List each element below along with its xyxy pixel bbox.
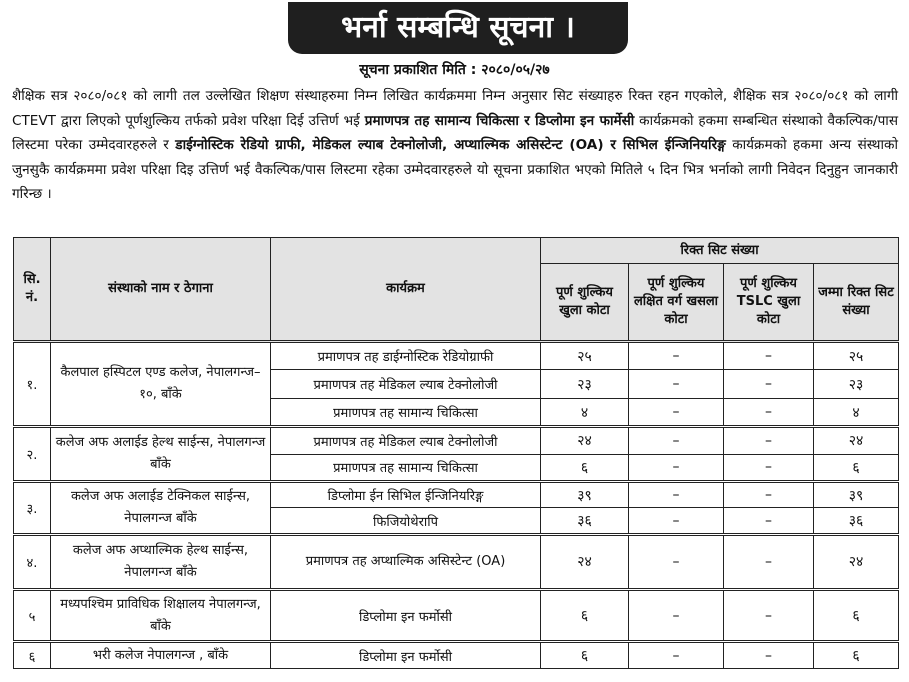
reserved-quota-cell: – <box>629 508 724 534</box>
program-cell: प्रमाणपत्र तह सामान्य चिकित्सा <box>271 454 541 481</box>
tslc-quota-cell: – <box>724 454 814 481</box>
sn-cell: १. <box>14 342 51 427</box>
institution-cell: कैलपाल हस्पिटल एण्ड कलेज, नेपालगन्ज–१०, बाँके <box>51 342 271 427</box>
reserved-quota-cell: – <box>629 589 724 642</box>
notice-title-banner <box>288 2 628 54</box>
table-row <box>14 427 899 454</box>
tslc-quota-cell: – <box>724 508 814 534</box>
sn-cell: ५ <box>14 589 51 642</box>
intro-text-3: कार्यक्रमको हकमा अन्य संस्थाको जुनसुकै कार्यक्रममा प्रवेश परिक्षा दिइ उत्तिर्ण भई वैकल्पिक/पास लिस्टमा रहेका उम्मेदवारहरुले यो सूचना प्रकाशित भएको मितिले ५ दिन भित्र भर्नाको लागी निवेदन दिनुहुन जानकारी गरिन्छ । <box>12 137 898 202</box>
open-quota-cell: ३९ <box>541 482 629 508</box>
program-cell: प्रमाणपत्र तह मेडिकल ल्याब टेक्नोलोजी <box>271 427 541 454</box>
tslc-quota-cell: – <box>724 534 814 589</box>
program-cell: प्रमाणपत्र तह डाईग्नोस्टिक रेडियोग्राफी <box>271 342 541 370</box>
reserved-quota-cell: – <box>629 370 724 398</box>
table-row <box>14 342 899 370</box>
reserved-quota-cell: – <box>629 534 724 589</box>
program-cell: प्रमाणपत्र तह सामान्य चिकित्सा <box>271 398 541 426</box>
table-row <box>14 482 899 508</box>
open-quota-cell: ६ <box>541 589 629 642</box>
sn-cell: ६ <box>14 642 51 669</box>
total-cell: ६ <box>814 454 899 481</box>
tslc-quota-cell: – <box>724 589 814 642</box>
open-quota-cell: २३ <box>541 370 629 398</box>
total-cell: ६ <box>814 589 899 642</box>
reserved-quota-cell: – <box>629 642 724 669</box>
sn-cell: २. <box>14 427 51 482</box>
open-quota-cell: ४ <box>541 398 629 426</box>
program-cell: फिजियोथेरापि <box>271 508 541 534</box>
program-cell: डिप्लोमा इन फर्मोसी <box>271 589 541 642</box>
open-quota-cell: ६ <box>541 454 629 481</box>
table-row <box>14 589 899 642</box>
institution-cell: कलेज अफ अप्थाल्मिक हेल्थ साईन्स, नेपालगन्ज बाँके <box>51 534 271 589</box>
intro-paragraph <box>12 84 898 207</box>
tslc-quota-cell: – <box>724 427 814 454</box>
header-reserved-quota: पूर्ण शुल्किय लक्षित वर्ग खसला कोटा <box>629 264 724 342</box>
total-cell: ६ <box>814 642 899 669</box>
institution-cell: कलेज अफ अलाईड टेक्निकल साईन्स, नेपालगन्ज बाँके <box>51 482 271 535</box>
reserved-quota-cell: – <box>629 342 724 370</box>
header-program: कार्यक्रम <box>271 238 541 342</box>
header-tslc-quota: पूर्ण शुल्किय TSLC खुला कोटा <box>724 264 814 342</box>
tslc-quota-cell: – <box>724 342 814 370</box>
tslc-quota-cell: – <box>724 482 814 508</box>
open-quota-cell: ६ <box>541 642 629 669</box>
institution-cell: मध्यपश्चिम प्राविधिक शिक्षालय नेपालगन्ज, बाँके <box>51 589 271 642</box>
header-total: जम्मा रिक्त सिट संख्या <box>814 264 899 342</box>
total-cell: ३९ <box>814 482 899 508</box>
header-vacant-seats: रिक्त सिट संख्या <box>541 238 899 264</box>
notice-title: भर्ना सम्बन्धि सूचना । <box>341 10 575 45</box>
total-cell: २४ <box>814 427 899 454</box>
program-cell: प्रमाणपत्र तह मेडिकल ल्याब टेक्नोलोजी <box>271 370 541 398</box>
header-sn: सि. नं. <box>14 238 51 342</box>
tslc-quota-cell: – <box>724 642 814 669</box>
total-cell: २४ <box>814 534 899 589</box>
open-quota-cell: २५ <box>541 342 629 370</box>
table-row <box>14 642 899 669</box>
open-quota-cell: २४ <box>541 534 629 589</box>
table-row <box>14 534 899 589</box>
reserved-quota-cell: – <box>629 427 724 454</box>
total-cell: २३ <box>814 370 899 398</box>
total-cell: ३६ <box>814 508 899 534</box>
program-cell: डिप्लोमा ईन सिभिल ईन्जिनियरिङ्ग <box>271 482 541 508</box>
institution-cell: कलेज अफ अलाईड हेल्थ साईन्स, नेपालगन्ज बाँके <box>51 427 271 482</box>
intro-bold-2: डाईग्नोस्टिक रेडियो ग्राफी, मेडिकल ल्याब टेक्नोलोजी, अप्थाल्मिक असिस्टेन्ट (OA) र सिभिल ईन्जिनियरिङ्ग <box>175 137 726 153</box>
intro-bold-1: प्रमाणपत्र तह सामान्य चिकित्सा र डिप्लोमा इन फार्मेसी <box>364 112 635 129</box>
total-cell: २५ <box>814 342 899 370</box>
sn-cell: ४. <box>14 534 51 589</box>
tslc-quota-cell: – <box>724 370 814 398</box>
sn-cell: ३. <box>14 482 51 535</box>
header-institution: संस्थाको नाम र ठेगाना <box>51 238 271 342</box>
institution-cell: भरी कलेज नेपालगन्ज , बाँके <box>51 642 271 669</box>
total-cell: ४ <box>814 398 899 426</box>
reserved-quota-cell: – <box>629 482 724 508</box>
publication-date: सूचना प्रकाशित मिति : २०८०/०५/२७ <box>359 62 550 78</box>
reserved-quota-cell: – <box>629 454 724 481</box>
intro-text-2: कार्यक्रमको हकमा सम्बन्धित संस्थाको वैकल्पिक/पास लिस्टमा परेका उम्मेदवारहरुले र <box>12 112 899 153</box>
open-quota-cell: २४ <box>541 427 629 454</box>
tslc-quota-cell: – <box>724 398 814 426</box>
program-cell: प्रमाणपत्र तह अप्थाल्मिक असिस्टेन्ट (OA) <box>271 534 541 589</box>
program-cell: डिप्लोमा इन फर्मोसी <box>271 642 541 669</box>
intro-text-1: शैक्षिक सत्र २०८०/०८१ को लागी तल उल्लेखित शिक्षण संस्थाहरुमा निम्न लिखित कार्यक्रममा निम्न अनुसार सिट संख्याहरु रिक्त रहन गएकोले, शैक्षिक सत्र २०८०/०८१ को लागी CTEVT द्वारा लिएको पूर्णशुल्किय तर्फको प्रवेश परिक्षा दिई उत्तिर्ण भई <box>12 88 898 129</box>
open-quota-cell: ३६ <box>541 508 629 534</box>
reserved-quota-cell: – <box>629 398 724 426</box>
vacancy-table <box>13 237 899 669</box>
header-open-quota: पूर्ण शुल्किय खुला कोटा <box>541 264 629 342</box>
